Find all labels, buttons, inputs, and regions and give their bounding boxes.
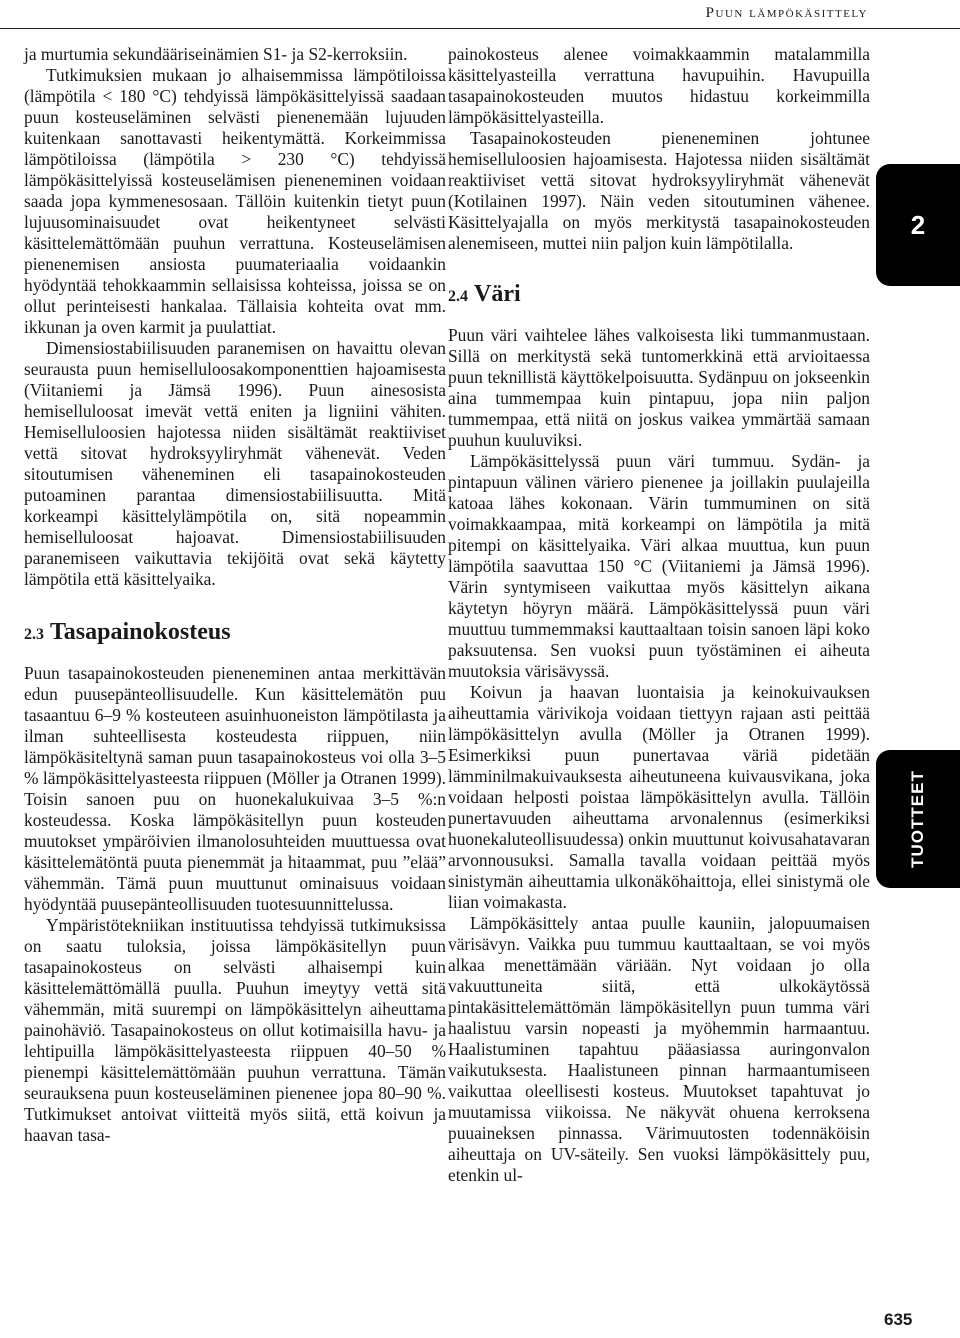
section-title: Väri — [474, 281, 521, 307]
paragraph: Puun väri vaihtelee lähes valkoisesta liki tummanmustaan. Sillä on merkitystä sekä tuntomerkkinä että arvioitaessa puun teknillistä käyttökelpoisuutta. Sydänpuu on jokseenkin aina tummempaa kuin pintapuu, jopa niin paljon tummempaa, että niitä on joskus vaikea ymmärtää samaan puuhun kuuluviksi. — [448, 325, 870, 450]
paragraph: Tutkimuksien mukaan jo alhaisemmissa lämpötiloissa (lämpötila < 180 °C) tehdyissä lämpökäsittelyissä saadaan puun kosteuseläminen selvästi pienenemään lujuuden kuitenkaan sanottavasti heikentymättä. Korkeimmissa lämpötiloissa (lämpötila > 230 °C) tehdyissä lämpökäsittelyissä kosteuselämisen pieneneminen voidaan saada jopa kymmenesosaan. Tällöin kuitenkin tietyt puun lujuusominaisuudet ovat heikentyneet selvästi käsittelemättömään puuhun verrattuna. Kosteuselämisen pienenemisen ansiosta puumateriaalia voidaankin hyödyntää tehokkaammin sellaisissa kohteissa, joissa se on ollut perinteisesti hankalaa. Tällaisia kohteita ovat mm. ikkunan ja oven karmit ja puulattiat. — [24, 65, 446, 337]
paragraph: Lämpökäsittely antaa puulle kauniin, jalopuumaisen värisävyn. Vaikka puu tummuu kauttaaltaan, se voi myös alkaa menettämään väriään. Nyt voidaan jo olla vakuuttuneita siitä, että ulkokäytössä pintakäsittelemättömän lämpökäsitellyn puun tumma väri haalistuu varsin nopeasti ja myöhemmin harmaantuu. Haalistuminen tapahtuu pääasiassa auringonvalon vaikutuksesta. Haalistuneen pinnan harmaantumiseen vaikuttaa oleellisesti kosteus. Muutokset tapahtuvat jo muutamissa viikoissa. Ne näkyvät ohuena kerroksena puuaineksen pinnassa. Värimuutosten todennäköisin aiheuttaja on UV-säteily. Sen vuoksi lämpökäsittely puu, etenkin ul- — [448, 913, 870, 1185]
running-header: Puun lämpökäsittely — [705, 5, 868, 21]
section-number: 2.3 — [24, 626, 44, 643]
section-heading-2-4 — [448, 280, 870, 311]
paragraph: Dimensiostabiilisuuden paranemisen on havaittu olevan seurausta puun hemiselluloosakomponenttien hajoamisesta (Viitaniemi ja Jämsä 1996). Puun ainesosista hemiselluloosat imevät vettä eniten ja ligniini vähiten. Hemiselluloosien hajotessa niiden sisältämät reaktiiviset vettä sitovat hydroksyyliryhmät vähenevät. Veden sitoutumisen väheneminen eli tasapainokosteuden putoaminen parantaa dimensiostabiilisuutta. Mitä korkeampi käsittelylämpötila on, sitä nopeammin hemiselluloosat hajoavat. Dimensiostabiilisuuden paranemiseen vaikuttavia tekijöitä ovat sekä käytetty lämpötila että käsittelyaika. — [24, 338, 446, 589]
section-tab — [876, 750, 960, 888]
header-rule — [0, 28, 960, 29]
paragraph: painokosteus alenee voimakkaammin matalammilla käsittelyasteilla verrattuna havupuihin. Havupuilla tasapainokosteuden muutos hidastuu korkeimmilla lämpökäsittelyasteilla. — [448, 44, 870, 127]
paragraph: Koivun ja haavan luontaisia ja keinokuivauksen aiheuttamia värivikoja voidaan tiettyyn rajaan asti peittää lämpökäsittelyn avulla (Möller ja Otranen 1999). Esimerkiksi puun punertavaa väriä pidetään lämminilmakuivauksesta aiheutuneena kuivausvikana, joka voidaan helposti poistaa lämpökäsittelyn avulla. Tällöin punertavuuden aiheuttama arvonalennus (esimerkiksi huonekaluteollisuudessa) onkin muuttunut koivusahatavaran arvonnousuksi. Samalla tavalla voidaan peittää myös sinistymän aiheuttamia ulkonäköhaittoja, ellei sinistymä ole liian voimakasta. — [448, 682, 870, 912]
left-column — [24, 44, 446, 1146]
paragraph: Tasapainokosteuden pieneneminen johtunee hemiselluloosien hajoamisesta. Hajotessa niiden sisältämät reaktiiviset vettä sitovat hydroksyyliryhmät vähenevät (Kotilainen 1997). Näin veden sitoutuminen vähenee. Käsittelyajalla on myös merkitystä tasapainokosteuden alenemiseen, muttei niin paljon kuin lämpötilalla. — [448, 128, 870, 253]
page-number: 635 — [884, 1310, 913, 1329]
section-number: 2.4 — [448, 288, 468, 305]
chapter-tab — [876, 164, 960, 286]
right-column — [448, 44, 870, 1186]
chapter-number: 2 — [910, 209, 926, 240]
paragraph: Puun tasapainokosteuden pieneneminen antaa merkittävän edun puusepänteollisuudelle. Kun käsittelemätön puu tasaantuu 6–9 % kosteuteen asuinhuoneiston lämpötilasta ja ilman suhteellisesta kosteudesta riippuen, niin lämpökäsiteltynä saman puun tasapainokosteus voi olla 3–5 % lämpökäsittelyasteesta riippuen (Möller ja Otranen 1999). Toisin sanoen puu on huonekalukuivaa 3–5 %:n kosteudessa. Koska lämpökäsitellyn puun kosteuden muutokset ympäröivien ilmanolosuhteiden muuttuessa ovat käsittelemätöntä puuta pienemmät ja hitaammat, puu ”elää” vähemmän. Tämä puun muuttunut ominaisuus voidaan hyödyntää puusepänteollisuuden tuotesuunnittelussa. — [24, 663, 446, 914]
paragraph: Ympäristötekniikan instituutissa tehdyissä tutkimuksissa on saatu tuloksia, joissa lämpökäsitellyn puun tasapainokosteus on selvästi alhaisempi kuin käsittelemättömällä puulla. Puuhun imeytyy vettä sitä vähemmän, mitä suurempi on lämpökäsittelyn aiheuttama painohäviö. Tasapainokosteus on ollut kotimaisilla havu- ja lehtipuilla lämpökäsittelyasteesta riippuen 40–50 % pienempi käsittelemättömään puuhun verrattuna. Tämän seurauksena puun kosteuseläminen pienenee jopa 80–90 %. Tutkimukset antoivat viitteitä myös siitä, että koivun ja haavan tasa- — [24, 915, 446, 1145]
section-title: Tasapainokosteus — [50, 619, 231, 645]
paragraph: ja murtumia sekundääriseinämien S1- ja S2-kerroksiin. — [24, 44, 408, 64]
paragraph: Lämpökäsittelyssä puun väri tummuu. Sydän- ja pintapuun välinen väriero pienenee ja joillakin puulajeilla katoaa lähes kokonaan. Värin tummuminen on sitä voimakkaampaa, mitä korkeampi on lämpötila ja mitä pitempi on käsittelyaika. Väri alkaa muuttua, kun puun lämpötila saavuttaa 150 °C (Viitaniemi ja Jämsä 1996). Värin syntymiseen vaikuttaa myös käsittelyn aikana käytetyn höyryn määrä. Lämpökäsittelyssä puun väri muuttuu tummemmaksi kauttaaltaan toisin sanoen läpi koko paksuutensa. Sen vuoksi puun työstäminen ei aiheuta muutoksia värisävyssä. — [448, 451, 870, 681]
section-label: TUOTTEET — [908, 770, 927, 868]
section-heading-2-3 — [24, 618, 446, 649]
